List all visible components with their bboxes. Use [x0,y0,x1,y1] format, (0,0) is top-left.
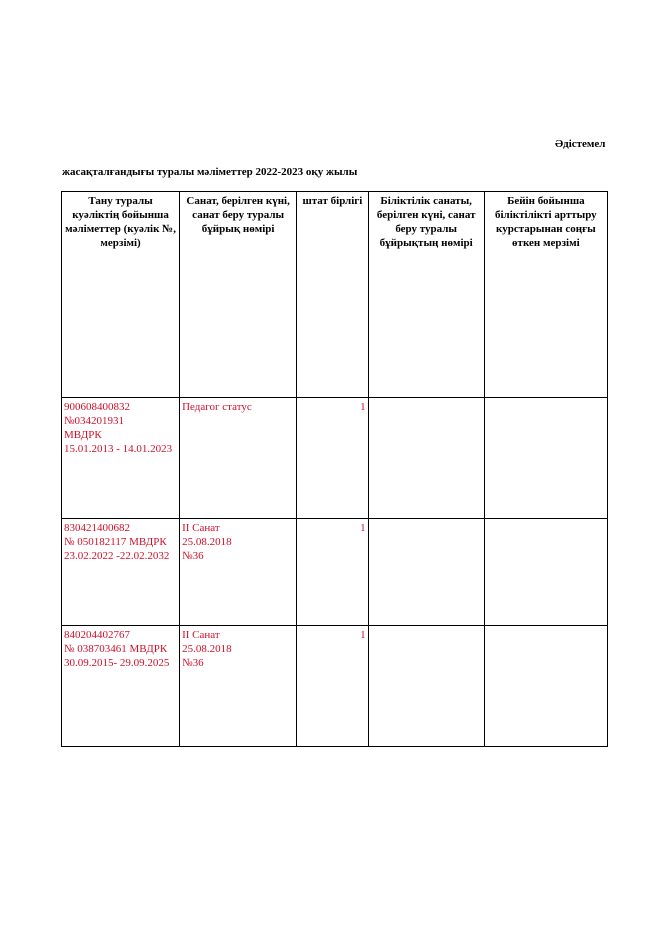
category-line: II Санат [182,629,220,641]
cert-line: 830421400682 [64,522,130,534]
category-line: 25.08.2018 [182,536,232,548]
cell-certificate [62,398,180,519]
cell-category [180,519,297,626]
cert-line: № 050182117 МВДРК [64,536,167,548]
cell-category [180,398,297,519]
cert-line: № 038703461 МВДРК [64,643,168,655]
category-line: №36 [182,657,204,669]
cert-line: 840204402767 [64,629,130,641]
cell-training [484,519,607,626]
cell-training [484,626,607,747]
cell-qualification [368,519,484,626]
cert-line: 23.02.2022 -22.02.2032 [64,550,170,562]
cert-line: 30.09.2015- 29.09.2025 [64,657,170,669]
cert-line: 900608400832 [64,401,130,413]
cell-staff-unit: 1 [297,626,368,747]
cert-line: №034201931 [64,415,124,427]
header-qualification: Біліктілік санаты, берілген күні, санат беру туралы бұйрықтың нөмірі [368,192,484,398]
cell-training [484,398,607,519]
header-staff-unit: штат бірлігі [297,192,368,398]
cell-staff-unit: 1 [297,519,368,626]
table-header-row [62,192,608,398]
cell-qualification [368,398,484,519]
document-title: жасақталғандығы туралы мәліметтер 2022-2023 оқу жылы [62,166,358,178]
corner-label: Әдістемел [555,138,606,150]
header-certificate: Тану туралы куәліктің бойынша мәліметтер (куәлік №, мерзімі) [62,192,180,398]
header-category: Санат, берілген күні, санат беру туралы бұйрық нөмірі [180,192,297,398]
data-table [61,191,608,747]
cell-certificate [62,519,180,626]
category-line: Педагог статус [182,401,252,413]
cell-category [180,626,297,747]
category-line: II Санат [182,522,220,534]
category-line: 25.08.2018 [182,643,232,655]
cert-line: МВДРК [64,429,102,441]
cell-staff-unit: 1 [297,398,368,519]
table-row [62,398,608,519]
table-row [62,626,608,747]
header-training: Бейін бойынша біліктілікті арттыру курстарынан соңғы өткен мерзімі [484,192,607,398]
cert-line: 15.01.2013 - 14.01.2023 [64,443,173,455]
cell-qualification [368,626,484,747]
category-line: №36 [182,550,204,562]
table-row [62,519,608,626]
cell-certificate [62,626,180,747]
